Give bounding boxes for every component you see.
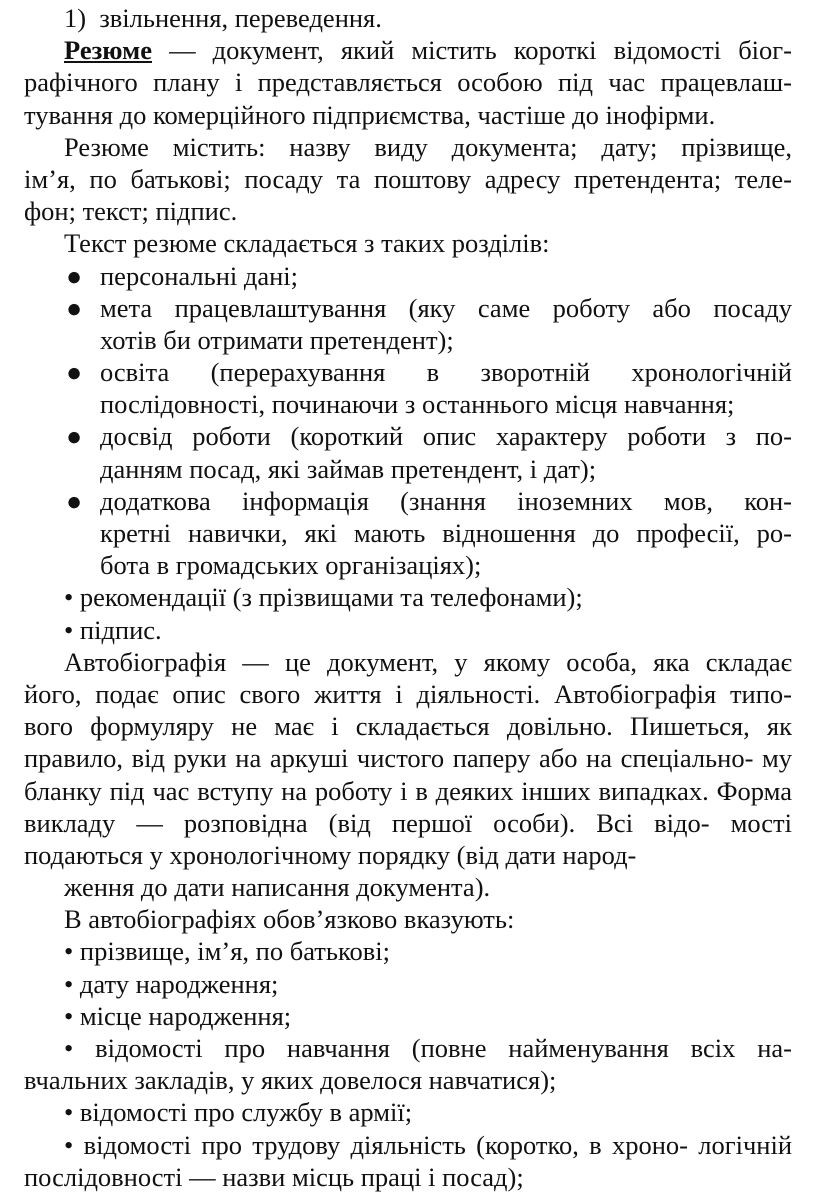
bio-line: викладу — розповідна (від першої особи). Всі відо- мості bbox=[24, 807, 792, 838]
list-item bbox=[24, 1032, 792, 1064]
bio-line: бланку під час вступу на роботу і в деяких інших випадках. Форма bbox=[24, 775, 792, 806]
resume-contains-line: ім’я, по батькові; посаду та поштову адресу претендента; теле- bbox=[24, 163, 792, 194]
list-item-text: послідовності, починаючи з останнього місця навчання; bbox=[100, 389, 735, 420]
bullet-icon: • bbox=[64, 582, 74, 613]
bio-line: вого формуляру не має і складається довільно. Пишеться, як bbox=[24, 711, 792, 742]
list-item-text: хотів би отримати претендент); bbox=[100, 324, 454, 355]
list-item-1: 1) звільнення, переведення. bbox=[64, 3, 382, 33]
list-item bbox=[24, 581, 792, 613]
list-item bbox=[24, 292, 792, 356]
list-item-text: відомості про навчання (повне найменування всіх на- bbox=[95, 1033, 792, 1064]
list-item-text: місце народження; bbox=[79, 1000, 292, 1031]
list-item bbox=[24, 614, 792, 646]
list-item-text: бота в громадських організаціях); bbox=[100, 550, 482, 581]
list-item bbox=[24, 356, 792, 420]
resume-term: Резюме bbox=[64, 35, 152, 66]
list-item-text: мета працевлаштування (яку саме роботу або посаду bbox=[100, 292, 792, 323]
resume-contains-line: Резюме містить: назву виду документа; дату; прізвище, bbox=[64, 131, 792, 162]
list-item-text: персональні дані; bbox=[100, 260, 299, 291]
bio-line: ження до дати написання документа). bbox=[64, 872, 491, 903]
list-item-text: відомості про службу в армії; bbox=[79, 1097, 413, 1128]
list-item-text: кретні навички, які мають відношення до професії, ро- bbox=[100, 518, 792, 549]
bullet-icon: • bbox=[64, 1097, 74, 1128]
bullet-icon: • bbox=[64, 936, 74, 967]
bullet-icon: • bbox=[64, 1000, 74, 1031]
resume-definition-line bbox=[24, 34, 792, 66]
list-item bbox=[24, 1129, 792, 1161]
list-item-text: дату народження; bbox=[79, 968, 279, 999]
list-item bbox=[24, 260, 792, 292]
bullet-icon: • bbox=[64, 968, 74, 999]
resume-definition-text: — документ, який містить короткі відомості біог- bbox=[151, 35, 792, 66]
bullet-icon: ● bbox=[66, 260, 83, 291]
list-item-text: додаткова інформація (знання іноземних мов, кон- bbox=[100, 485, 792, 516]
bio-line: Автобіографія — це документ, у якому особа, яка складає bbox=[64, 646, 792, 677]
list-item bbox=[24, 968, 792, 1000]
bio-line: його, подає опис свого життя і діяльності. Автобіографія типо- bbox=[24, 678, 792, 709]
sections-intro: Текст резюме складається з таких розділів: bbox=[64, 228, 550, 259]
bullet-icon: ● bbox=[66, 485, 83, 516]
list-item-text: рекомендації (з прізвищами та телефонами); bbox=[79, 582, 583, 613]
resume-definition-line: рафічного плану і представляється особою під час працевлаш- bbox=[24, 67, 792, 98]
bio-line: правило, від руки на аркуші чистого паперу або на спеціально- му bbox=[24, 743, 792, 774]
list-item-text: послідовності — назви місць праці і посад); bbox=[24, 1161, 524, 1192]
bullet-icon: ● bbox=[66, 421, 83, 452]
bullet-icon: • bbox=[64, 1129, 74, 1160]
bullet-icon: ● bbox=[66, 292, 83, 323]
bullet-icon: • bbox=[64, 614, 74, 645]
list-item-text: підпис. bbox=[79, 614, 162, 645]
list-item bbox=[24, 485, 792, 582]
bullet-icon: • bbox=[64, 1033, 74, 1064]
list-item bbox=[24, 1096, 792, 1128]
list-item-text: прізвище, ім’я, по батькові; bbox=[79, 936, 390, 967]
list-item-text: освіта (перерахування в зворотній хронологічній bbox=[100, 357, 792, 388]
list-item-text: вчальних закладів, у яких довелося навчатися); bbox=[24, 1065, 557, 1096]
list-item-text: відомості про трудову діяльність (коротко, в хроно- логічній bbox=[83, 1129, 792, 1160]
list-item bbox=[24, 935, 792, 967]
resume-definition-line: тування до комерційного підприємства, частіше до інофірми. bbox=[24, 99, 716, 130]
list-item-text: данням посад, які займав претендент, і дат); bbox=[100, 453, 597, 484]
bio-line: подаються у хронологічному порядку (від дати народ- bbox=[24, 839, 637, 870]
list-item bbox=[24, 1000, 792, 1032]
resume-contains-line: фон; текст; підпис. bbox=[24, 196, 238, 227]
bio-intro: В автобіографіях обов’язково вказують: bbox=[64, 904, 515, 935]
bullet-icon: ● bbox=[66, 357, 83, 388]
list-item-text: досвід роботи (короткий опис характеру роботи з по- bbox=[100, 421, 792, 452]
list-item bbox=[24, 420, 792, 484]
